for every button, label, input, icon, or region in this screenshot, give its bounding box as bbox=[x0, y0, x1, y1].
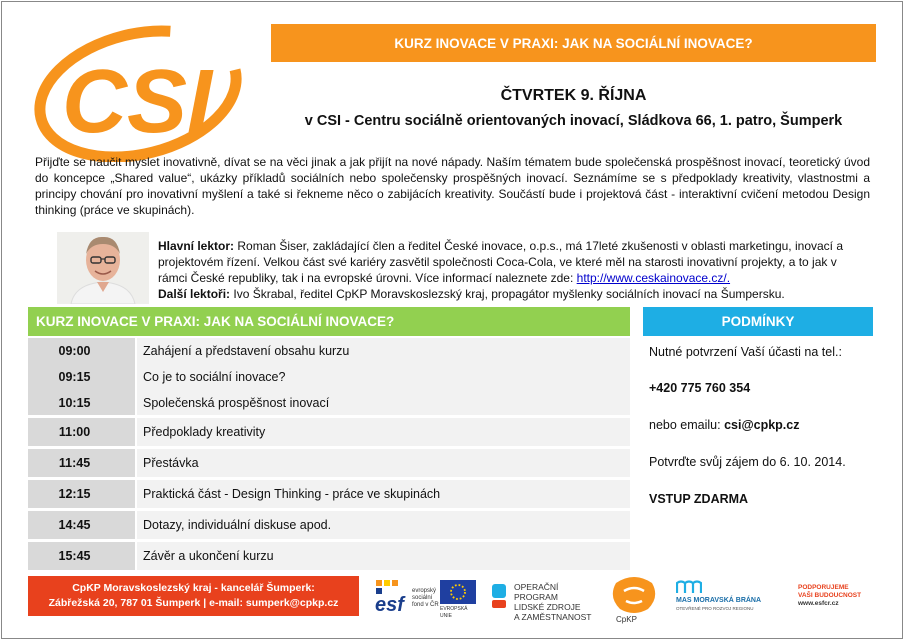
email-prefix: nebo emailu: bbox=[649, 418, 725, 432]
schedule-time: 14:45 bbox=[28, 511, 135, 539]
schedule-desc: Dotazy, individuální diskuse apod. bbox=[137, 511, 630, 539]
cpkp-logo bbox=[608, 575, 660, 625]
conditions-email[interactable]: csi@cpkp.cz bbox=[724, 418, 800, 432]
logo-text: CSI bbox=[62, 52, 213, 152]
schedule-title: KURZ INOVACE V PRAXI: JAK NA SOCIÁLNÍ INOVACE? bbox=[28, 307, 630, 336]
mas-line2: OTEVŘENÉ PRO ROZVOJ REGIONU bbox=[676, 606, 754, 611]
main-lecturer-text: Roman Šiser, zakládající člen a ředitel České inovace, o.p.s., má 17leté zkušenosti v oblasti marketingu, inovací a projektovém řízení. Velkou část své kariéry zasvětil společnosti Coca-Cola, ve které měl na starosti inovativní projekty, a to jak v rámci České republiky, tak i na evropské úrovni. Více informací naleznete zde: bbox=[158, 239, 844, 285]
eu-text: EVROPSKÁ UNIE bbox=[440, 606, 468, 619]
schedule-row bbox=[28, 390, 630, 415]
main-lecturer-label: Hlavní lektor: bbox=[158, 239, 235, 253]
support-line3: www.esfcr.cz bbox=[798, 600, 839, 607]
conditions-entry: VSTUP ZDARMA bbox=[649, 492, 749, 506]
svg-text:esf: esf bbox=[375, 594, 404, 614]
schedule-desc: Přestávka bbox=[137, 449, 630, 477]
top-banner: KURZ INOVACE V PRAXI: JAK NA SOCIÁLNÍ INOVACE? bbox=[271, 24, 876, 62]
event-date: ČTVRTEK 9. ŘÍJNA bbox=[500, 87, 647, 104]
op-lzz-logo bbox=[490, 580, 602, 622]
schedule-time: 09:00 bbox=[28, 338, 135, 364]
support-line1: PODPORUJEME bbox=[798, 584, 849, 591]
schedule-row bbox=[28, 418, 630, 446]
op-line3: A ZAMĚSTNANOST bbox=[514, 612, 592, 622]
schedule-time: 12:15 bbox=[28, 480, 135, 508]
schedule-row bbox=[28, 511, 630, 539]
conditions-phone: +420 775 760 354 bbox=[649, 381, 751, 395]
other-lecturers-label: Další lektoři: bbox=[158, 287, 231, 301]
other-lecturers-text: Ivo Škrabal, ředitel CpKP Moravskoslezský kraj, propagátor myšlenky sociálních inovací na Šumpersku. bbox=[230, 287, 785, 301]
schedule-desc: Závěr a ukončení kurzu bbox=[137, 542, 630, 570]
op-line2: LIDSKÉ ZDROJE bbox=[514, 602, 581, 612]
support-line2: VAŠI BUDOUCNOST bbox=[798, 592, 862, 599]
schedule-row bbox=[28, 480, 630, 508]
esf-logo bbox=[374, 578, 440, 614]
lecturer-info bbox=[158, 238, 868, 302]
schedule-row bbox=[28, 338, 630, 364]
schedule-time: 11:00 bbox=[28, 418, 135, 446]
eu-flag-logo bbox=[440, 580, 480, 619]
conditions-line1: Nutné potvrzení Vaší účasti na tel.: bbox=[649, 345, 842, 359]
cpkp-text: CpKP bbox=[616, 615, 637, 624]
mas-logo bbox=[676, 580, 786, 614]
schedule-desc: Zahájení a představení obsahu kurzu bbox=[137, 338, 630, 364]
esf-text: evropský sociální fond v ČR bbox=[412, 588, 439, 608]
schedule-desc: Společenská prospěšnost inovací bbox=[137, 390, 630, 415]
mas-line1: MAS MORAVSKÁ BRÁNA bbox=[676, 597, 762, 604]
conditions-email-line bbox=[649, 418, 799, 432]
event-place: v CSI - Centru sociálně orientovaných inovací, Sládkova 66, 1. patro, Šumperk bbox=[304, 113, 843, 129]
schedule-desc: Co je to sociální inovace? bbox=[137, 364, 630, 390]
schedule-row bbox=[28, 542, 630, 570]
footer-line2: Zábřežská 20, 787 01 Šumperk | e-mail: sumperk@cpkp.cz bbox=[48, 597, 339, 609]
schedule-desc: Předpoklady kreativity bbox=[137, 418, 630, 446]
schedule-row bbox=[28, 449, 630, 477]
footer-contact bbox=[28, 576, 359, 616]
schedule-time: 09:15 bbox=[28, 364, 135, 390]
schedule-row bbox=[28, 364, 630, 390]
ceskainovace-link[interactable]: http://www.ceskainovace.cz/. bbox=[576, 271, 731, 285]
schedule-desc: Praktická část - Design Thinking - práce ve skupinách bbox=[137, 480, 630, 508]
schedule-time: 10:15 bbox=[28, 390, 135, 415]
intro-text: Přijďte se naučit myslet inovativně, dívat se na věci jinak a jak přijít na nové nápady. Naším tématem bude společenská prospěšnost inovací, teoretický úvod do koncepce „Shared value“, ukázky příkladů sociálních nebo společensky prospěšných inovací. Seznámíme se s předpoklady kreativity, vlastnostmi a principy chování pro inovativní myšlení a také si řekneme něco o zabijácích kreativity. Součástí bude i projektová část - interaktivní cvičení metodou Design thinking (práce ve skupinách). bbox=[35, 155, 870, 217]
schedule-time: 15:45 bbox=[28, 542, 135, 570]
support-logo bbox=[798, 584, 878, 614]
csi-logo bbox=[30, 22, 245, 162]
footer-line1: CpKP Moravskoslezský kraj - kancelář Šumperk: bbox=[72, 582, 315, 594]
conditions-title: PODMÍNKY bbox=[643, 307, 873, 336]
conditions-confirm: Potvrďte svůj zájem do 6. 10. 2014. bbox=[649, 455, 846, 469]
lecturer-photo bbox=[57, 232, 149, 304]
op-line1: OPERAČNÍ PROGRAM bbox=[514, 582, 559, 602]
schedule-time: 11:45 bbox=[28, 449, 135, 477]
